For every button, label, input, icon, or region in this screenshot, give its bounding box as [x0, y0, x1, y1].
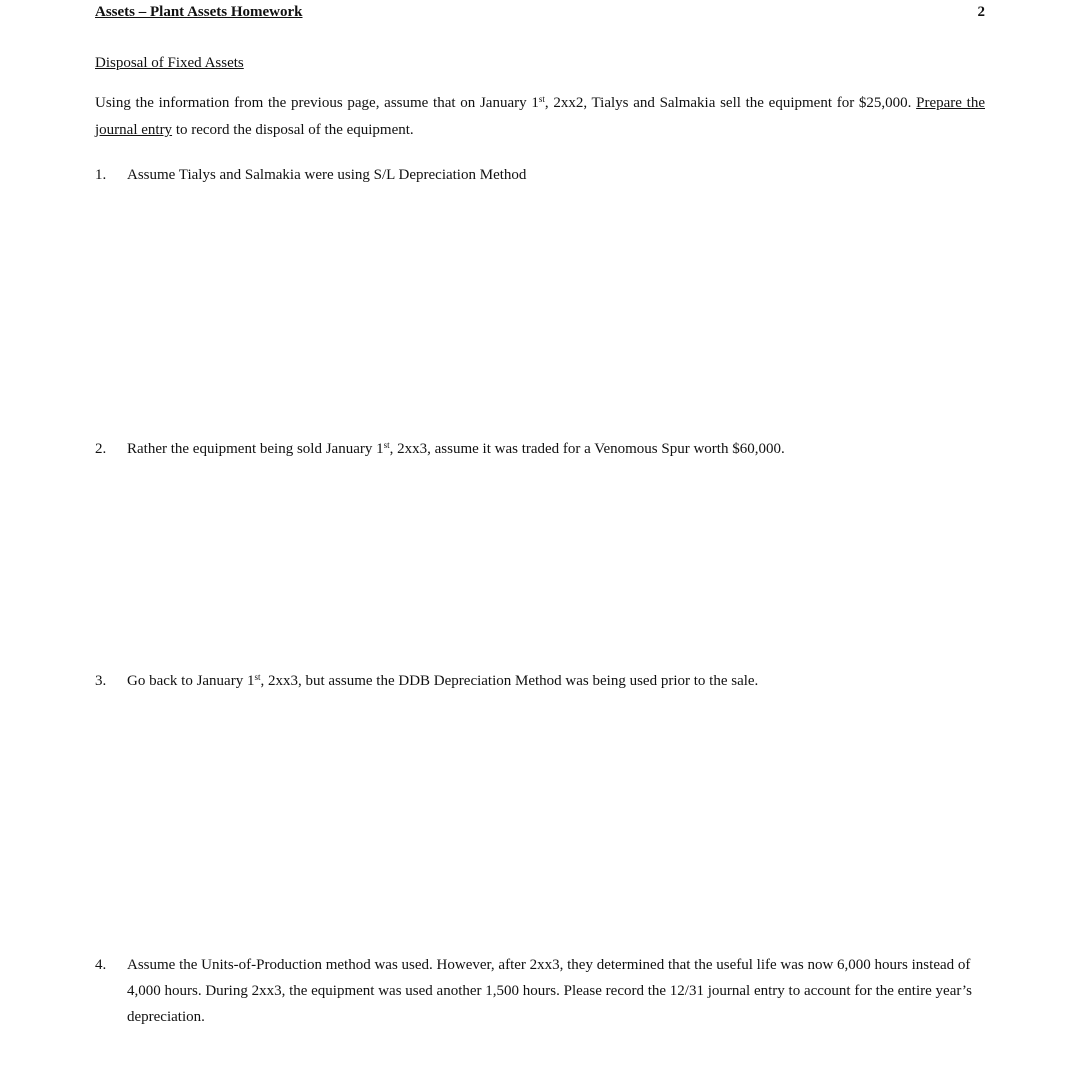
question-4: [95, 952, 985, 1030]
question-superscript: st: [383, 440, 390, 450]
question-text-part-b: , 2xx3, but assume the DDB Depreciation Method was being used prior to the sale.: [260, 673, 759, 689]
question-number: 2.: [95, 441, 107, 457]
document-header-title: Assets – Plant Assets Homework: [95, 4, 303, 20]
question-text: Assume the Units-of-Production method was used. However, after 2xx3, they determined that the useful life was now 6,000 hours instead of 4,000 hours. During 2xx3, the equipment was used another 1,500 hours. Please record the 12/31 journal entry to account for the entire year’s depreciation.: [127, 957, 972, 1025]
intro-text-part1: Using the information from the previous page, assume that on January 1: [95, 95, 539, 111]
page-number: 2: [977, 4, 985, 20]
question-text-part-a: Go back to January 1: [127, 673, 255, 689]
question-text: [127, 668, 985, 694]
intro-superscript: st: [538, 94, 545, 104]
question-1: [95, 162, 985, 188]
intro-underlined-instruction: Prepare the journal entry: [95, 95, 985, 138]
intro-text-part2: , 2xx2, Tialys and Salmakia sell the equipment for $25,000.: [544, 95, 917, 111]
question-3: [95, 668, 985, 694]
question-number: 4.: [95, 957, 107, 973]
section-title: Disposal of Fixed Assets: [95, 55, 244, 71]
question-text: Assume Tialys and Salmakia were using S/L Depreciation Method: [127, 167, 527, 183]
question-text-part-a: Rather the equipment being sold January 1: [127, 441, 384, 457]
question-text: [127, 436, 985, 462]
question-number: 3.: [95, 673, 107, 689]
question-text-part-b: , 2xx3, assume it was traded for a Venomous Spur worth $60,000.: [389, 441, 785, 457]
question-superscript: st: [254, 672, 261, 682]
question-number: 1.: [95, 167, 107, 183]
question-2: [95, 436, 985, 462]
intro-text-part3: to record the disposal of the equipment.: [172, 122, 414, 138]
intro-paragraph: [95, 90, 985, 144]
